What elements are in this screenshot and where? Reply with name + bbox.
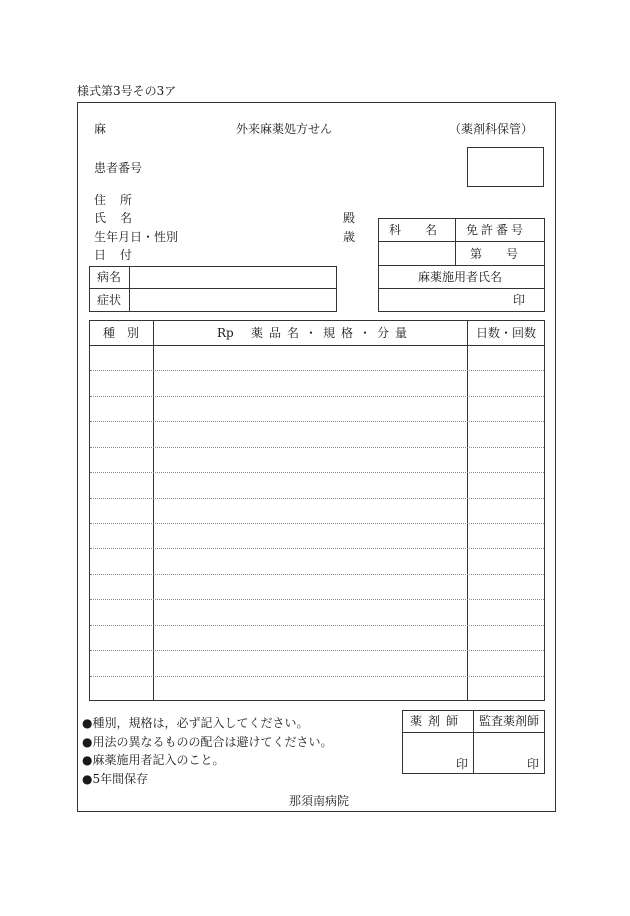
rx-row[interactable] (90, 575, 544, 598)
pharmacist-label: 薬剤師 (410, 714, 465, 728)
form-title: 外来麻薬処方せん (236, 122, 333, 136)
age-suffix: 歳 (343, 230, 356, 244)
rx-row[interactable] (90, 677, 544, 700)
symptom-label: 症状 (97, 293, 122, 307)
symptom-field[interactable] (130, 289, 336, 311)
rx-row[interactable] (90, 549, 544, 572)
license-label: 免許番号 (466, 223, 527, 237)
rx-row[interactable] (90, 346, 544, 369)
disease-label: 病名 (97, 270, 122, 284)
department-label: 科 名 (389, 223, 438, 237)
date-label: 日付 (94, 248, 147, 262)
col-type-header: 種別 (103, 326, 152, 340)
hospital-name: 那須南病院 (289, 794, 350, 808)
rx-row[interactable] (90, 397, 544, 420)
rx-row[interactable] (90, 448, 544, 471)
col-rx-header: Rp (217, 326, 234, 340)
name-label: 氏名 (94, 211, 147, 225)
note-item: ●5年間保存 (82, 772, 149, 786)
col-drug-header: 薬品名・規格・分量 (251, 326, 414, 340)
disease-field[interactable] (130, 267, 336, 288)
rx-row[interactable] (90, 473, 544, 496)
col-days-header: 日数・回数 (476, 326, 537, 340)
rx-row[interactable] (90, 371, 544, 394)
rx-row[interactable] (90, 651, 544, 674)
birth-sex-label: 生年月日・性別 (94, 230, 179, 244)
rx-row[interactable] (90, 499, 544, 522)
rx-row[interactable] (90, 626, 544, 649)
license-number-label: 第 号 (470, 247, 519, 261)
auditor-seal: 印 (527, 757, 540, 771)
form-number: 様式第3号その3ア (77, 84, 177, 98)
storage-note: （薬剤科保管） (449, 122, 534, 136)
address-label: 住所 (94, 193, 147, 207)
prescriber-seal: 印 (513, 293, 526, 307)
honorific-text: 殿 (343, 211, 356, 225)
rx-row[interactable] (90, 600, 544, 623)
rx-row[interactable] (90, 524, 544, 547)
note-item: ●用法の異なるものの配合は避けてください。 (82, 735, 333, 749)
rx-row[interactable] (90, 422, 544, 445)
narcotic-user-name-label: 麻薬施用者氏名 (418, 270, 503, 284)
narcotic-mark: 麻 (94, 122, 107, 136)
patient-number-label: 患者番号 (94, 161, 143, 175)
note-item: ●麻薬施用者記入のこと。 (82, 753, 225, 767)
patient-number-box[interactable] (467, 147, 544, 187)
auditor-label: 監査薬剤師 (479, 714, 540, 728)
pharmacist-seal: 印 (456, 757, 469, 771)
note-item: ●種別，規格は，必ず記入してください。 (82, 716, 309, 730)
